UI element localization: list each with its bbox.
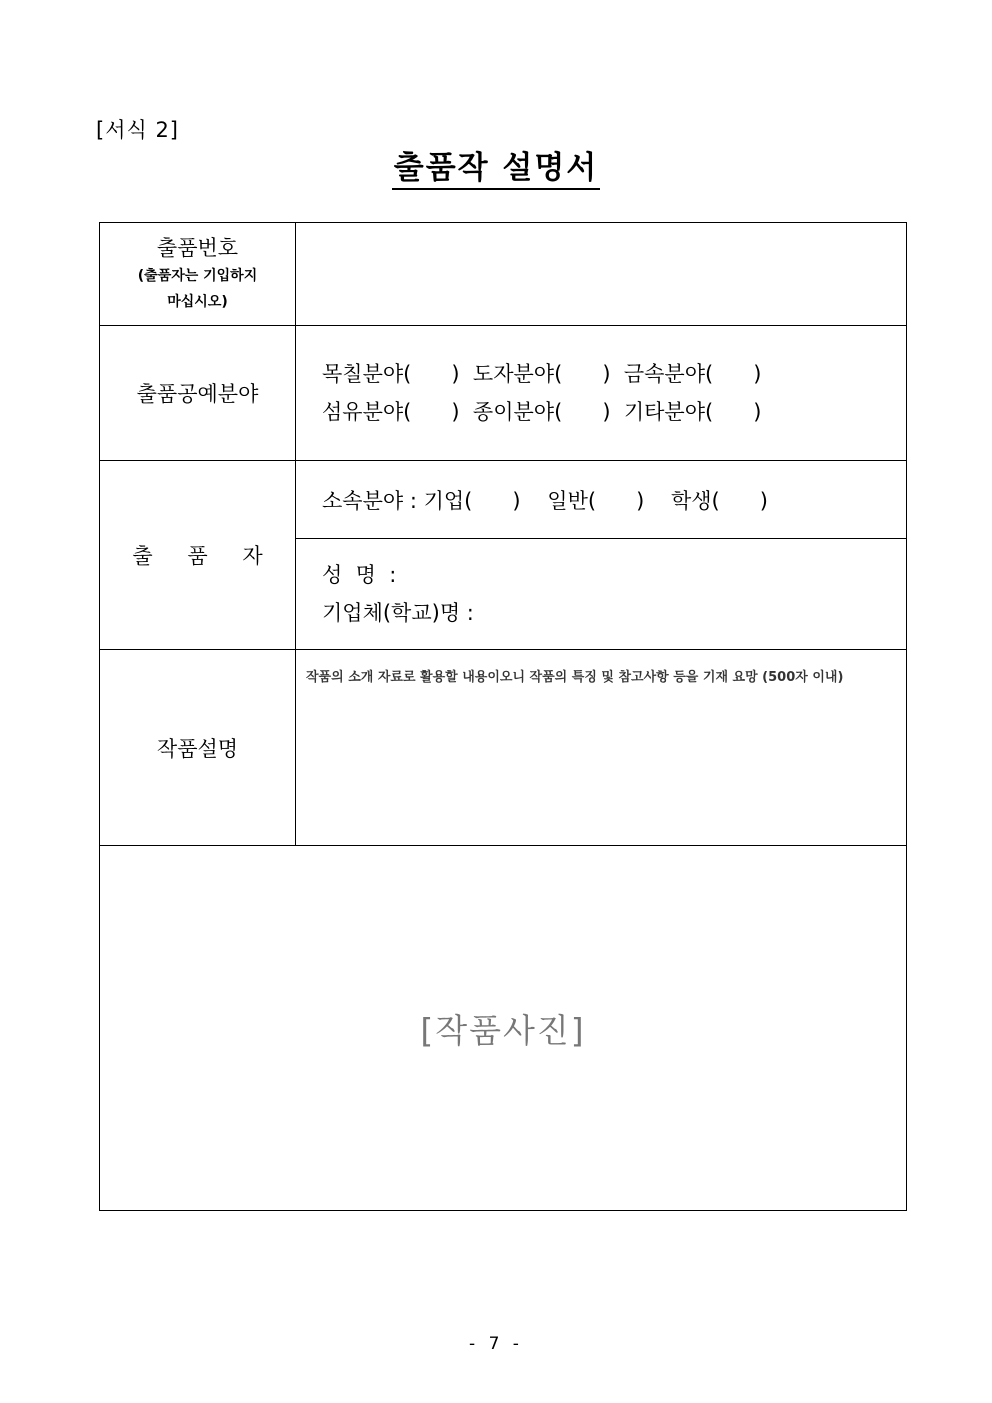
photo-placeholder: [작품사진] [420, 1010, 586, 1050]
photo-row [100, 846, 907, 1211]
exhibitor-affiliation-row [100, 461, 907, 539]
craft-field-options[interactable] [296, 326, 907, 461]
exhibitor-label-cell [100, 461, 296, 650]
form-number-label: [서식 2] [96, 118, 179, 142]
page-number: - 7 - [469, 1334, 523, 1354]
entry-description-form [99, 222, 907, 1211]
craft-field-row [100, 326, 907, 461]
entry-number-note-line1: (출품자는 기입하지 [137, 268, 258, 284]
document-title-wrapper [0, 142, 992, 187]
exhibitor-label: 출 품 자 [132, 544, 277, 568]
entry-number-field[interactable] [296, 223, 907, 326]
description-instructions: 작품의 소개 자료로 활용할 내용이오니 작품의 특징 및 참고사항 등을 기재 요망 (500자 이내) [306, 670, 844, 685]
entry-number-label-cell [100, 223, 296, 326]
exhibitor-company-field: 기업체(학교)명 : [322, 601, 474, 625]
entry-number-note-line2: 마십시오) [167, 294, 228, 310]
exhibitor-name-field: 성 명 : [322, 563, 397, 587]
entry-number-label: 출품번호 [156, 236, 239, 260]
description-row [100, 650, 907, 846]
entry-number-row [100, 223, 907, 326]
affiliation-options[interactable]: 소속분야 : 기업( ) 일반( ) 학생( ) [296, 461, 907, 539]
document-title: 출품작 설명서 [392, 150, 600, 190]
craft-field-options-line2: 섬유분야( ) 종이분야( ) 기타분야( ) [322, 400, 762, 424]
craft-field-label: 출품공예분야 [100, 326, 296, 461]
description-label: 작품설명 [100, 650, 296, 846]
description-field[interactable] [296, 650, 907, 846]
craft-field-options-line1: 목칠분야( ) 도자분야( ) 금속분야( ) [322, 362, 762, 386]
exhibitor-name-fields[interactable] [296, 539, 907, 650]
photo-area[interactable] [100, 846, 907, 1211]
